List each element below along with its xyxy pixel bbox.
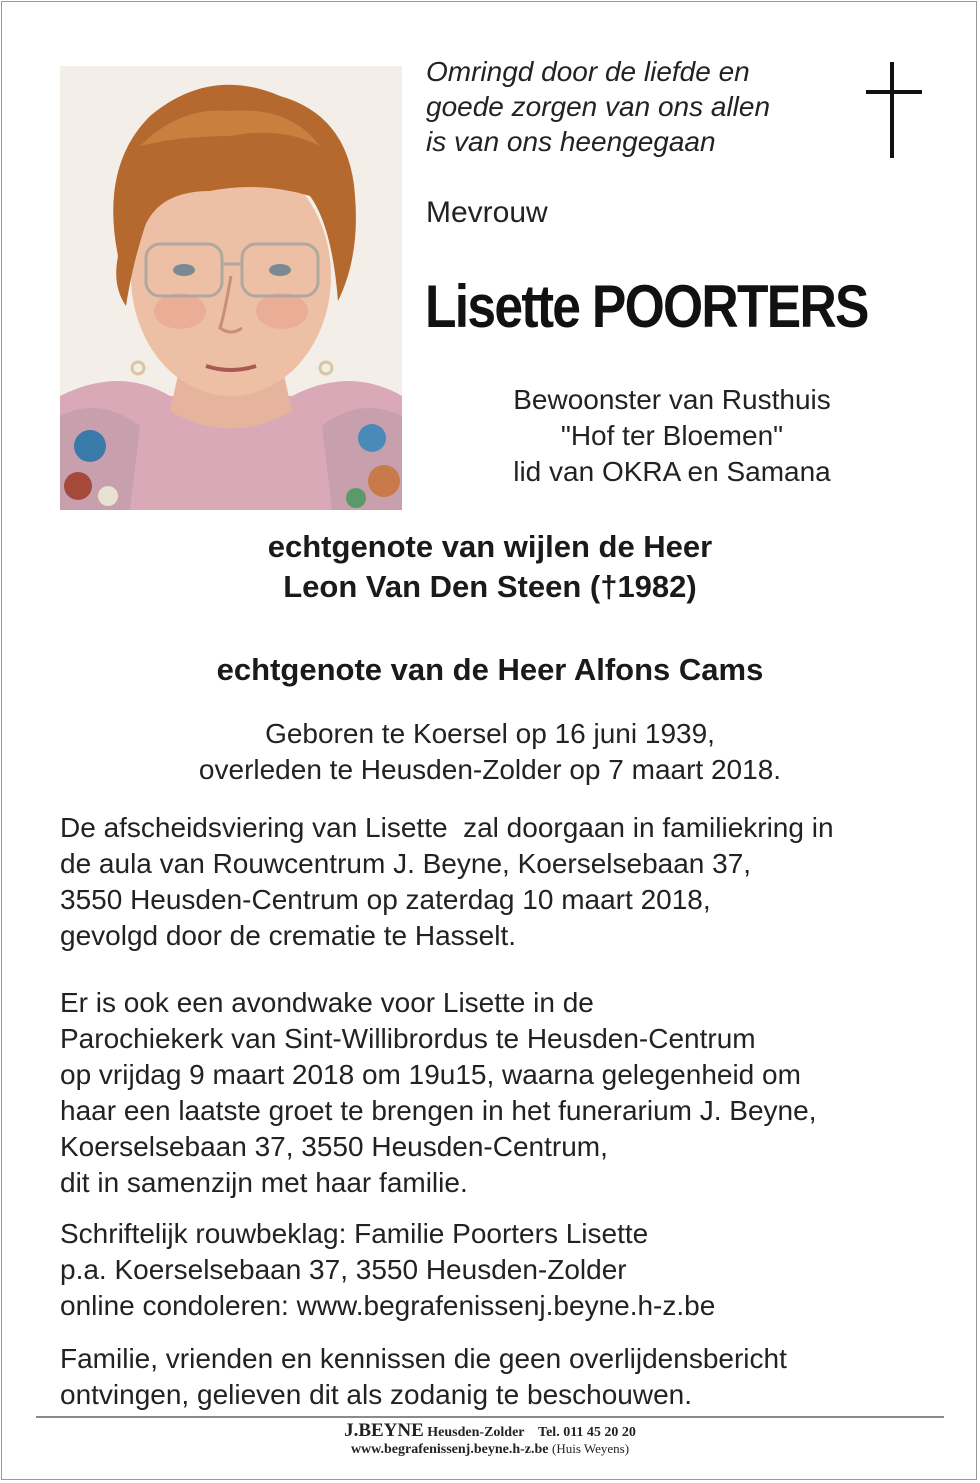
paragraph-line: p.a. Koerselsebaan 37, 3550 Heusden-Zolder xyxy=(60,1254,627,1285)
notice-paragraph xyxy=(60,1341,787,1413)
deceased-name: Lisette POORTERS xyxy=(425,273,868,340)
verse-line: is van ons heengegaan xyxy=(426,126,716,157)
funeral-home-location: Heusden-Zolder xyxy=(427,1425,525,1440)
late-spouse xyxy=(0,527,980,607)
late-spouse-line: echtgenote van wijlen de Heer xyxy=(267,529,713,564)
resident-line: Bewoonster van Rusthuis xyxy=(513,384,831,415)
cross-icon xyxy=(866,62,922,158)
paragraph-line: Familie, vrienden en kennissen die geen overlijdensbericht xyxy=(60,1343,787,1374)
paragraph-line: dit in samenzijn met haar familie. xyxy=(60,1167,468,1198)
resident-info xyxy=(452,382,892,490)
birth-death-info xyxy=(0,716,980,788)
opening-verse xyxy=(426,54,770,159)
funeral-home-website: www.begrafenissenj.beyne.h-z.be xyxy=(350,1442,549,1457)
ceremony-paragraph xyxy=(60,810,834,954)
death-line: overleden te Heusden-Zolder op 7 maart 2018. xyxy=(198,754,782,785)
condolences-paragraph xyxy=(60,1216,715,1324)
paragraph-line: op vrijdag 9 maart 2018 om 19u15, waarna gelegenheid om xyxy=(60,1059,801,1090)
paragraph-line: gevolgd door de crematie te Hasselt. xyxy=(60,920,517,951)
paragraph-line: ontvingen, gelieven dit als zodanig te beschouwen. xyxy=(60,1379,692,1410)
funeral-home-brand: J.BEYNE xyxy=(344,1420,424,1441)
paragraph-line: Parochiekerk van Sint-Willibrordus te Heusden-Centrum xyxy=(60,1023,756,1054)
funeral-home-note: (Huis Weyens) xyxy=(551,1441,630,1456)
honorific: Mevrouw xyxy=(426,196,548,229)
verse-line: Omringd door de liefde en xyxy=(426,56,750,87)
resident-line: "Hof ter Bloemen" xyxy=(560,420,784,451)
funeral-home-phone: Tel. 011 45 20 20 xyxy=(538,1425,636,1440)
footer-divider xyxy=(36,1416,944,1418)
verse-line: goede zorgen van ons allen xyxy=(426,91,771,122)
condolence-website-line: online condoleren: www.begrafenissenj.beyne.h-z.be xyxy=(60,1290,716,1321)
vigil-paragraph xyxy=(60,985,816,1201)
paragraph-line: Schriftelijk rouwbeklag: Familie Poorters Lisette xyxy=(60,1218,649,1249)
deceased-portrait xyxy=(60,66,402,510)
late-spouse-name: Leon Van Den Steen (†1982) xyxy=(283,569,697,604)
paragraph-line: haar een laatste groet te brengen in het funerarium J. Beyne, xyxy=(60,1095,817,1126)
paragraph-line: 3550 Heusden-Centrum op zaterdag 10 maart 2018, xyxy=(60,884,711,915)
current-spouse: echtgenote van de Heer Alfons Cams xyxy=(216,652,764,687)
paragraph-line: de aula van Rouwcentrum J. Beyne, Koerselsebaan 37, xyxy=(60,848,752,879)
paragraph-line: Koerselsebaan 37, 3550 Heusden-Centrum, xyxy=(60,1131,608,1162)
paragraph-line: De afscheidsviering van Lisette zal doorgaan in familiekring in xyxy=(60,812,834,843)
birth-line: Geboren te Koersel op 16 juni 1939, xyxy=(265,718,715,749)
paragraph-line: Er is ook een avondwake voor Lisette in de xyxy=(60,987,594,1018)
funeral-home-footer xyxy=(0,1420,980,1458)
resident-line: lid van OKRA en Samana xyxy=(513,456,831,487)
